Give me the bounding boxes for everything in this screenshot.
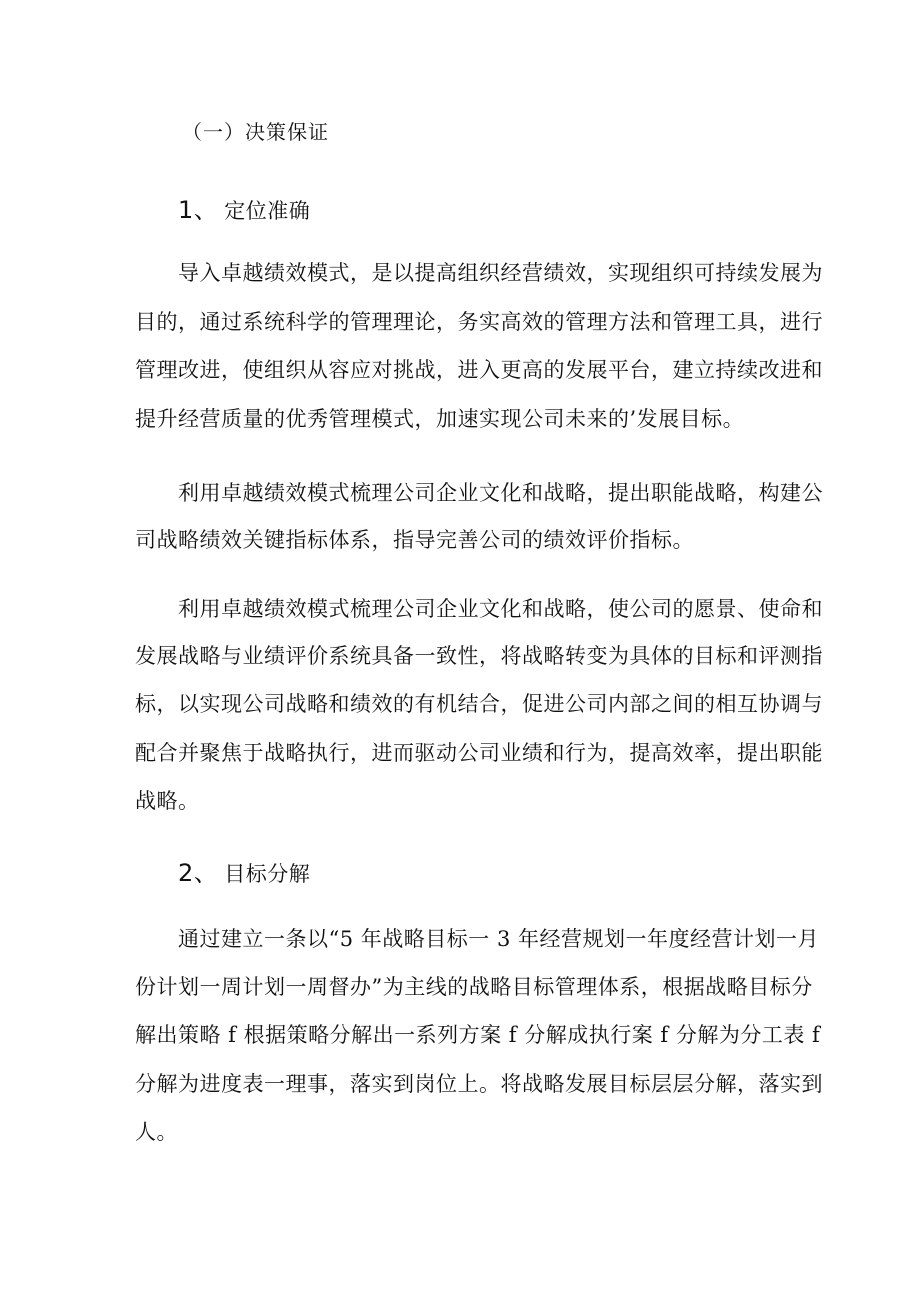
paragraph-line: 提升经营质量的优秀管理模式，加速实现公司未来的’发展目标。 <box>135 407 745 431</box>
paragraph-line: 导入卓越绩效模式，是以提高组织经营绩效，实现组织可持续发展为 <box>178 261 823 285</box>
paragraph-line: 管理改进，使组织从容应对挑战，进入更高的发展平台，建立持续改进和 <box>135 358 823 382</box>
paragraph-line: 标，以实现公司战略和绩效的有机结合，促进公司内部之间的相互协调与 <box>135 692 823 716</box>
paragraph-line: 战略。 <box>135 789 200 813</box>
paragraph-line: 解出策略 f 根据策略分解出一系列方案 f 分解成执行案 f 分解为分工表 f <box>135 1023 821 1047</box>
paragraph-line: 利用卓越绩效模式梳理公司企业文化和战略，提出职能战略，构建公 <box>178 481 823 505</box>
subsection-heading-2 <box>178 858 310 889</box>
paragraph-line: 人。 <box>135 1120 178 1144</box>
section-heading: （一）决策保证 <box>182 120 329 144</box>
subsection-title: 定位准确 <box>224 199 311 223</box>
paragraph-line: 分解为进度表一理事，落实到岗位上。将战略发展目标层层分解，落实到 <box>135 1072 823 1096</box>
paragraph-line: 司战略绩效关键指标体系，指导完善公司的绩效评价指标。 <box>135 528 694 552</box>
paragraph-line: 通过建立一条以“5 年战略目标一 3 年经营规划一年度经营计划一月 <box>178 927 819 951</box>
subsection-number: 1、 <box>178 196 219 224</box>
paragraph-line: 发展战略与业绩评价系统具备一致性，将战略转变为具体的目标和评测指 <box>135 644 823 668</box>
paragraph-line: 目的，通过系统科学的管理理论，务实高效的管理方法和管理工具，进行 <box>135 310 823 334</box>
paragraph-line: 利用卓越绩效模式梳理公司企业文化和战略，使公司的愿景、使命和 <box>178 597 823 621</box>
subsection-heading-1 <box>178 195 310 226</box>
paragraph-line: 份计划一周计划一周督办”为主线的战略目标管理体系，根据战略目标分 <box>135 975 813 999</box>
paragraph-line: 配合并聚焦于战略执行，进而驱动公司业绩和行为，提高效率，提出职能 <box>135 741 823 765</box>
subsection-title: 目标分解 <box>224 862 311 886</box>
subsection-number: 2、 <box>178 859 219 887</box>
